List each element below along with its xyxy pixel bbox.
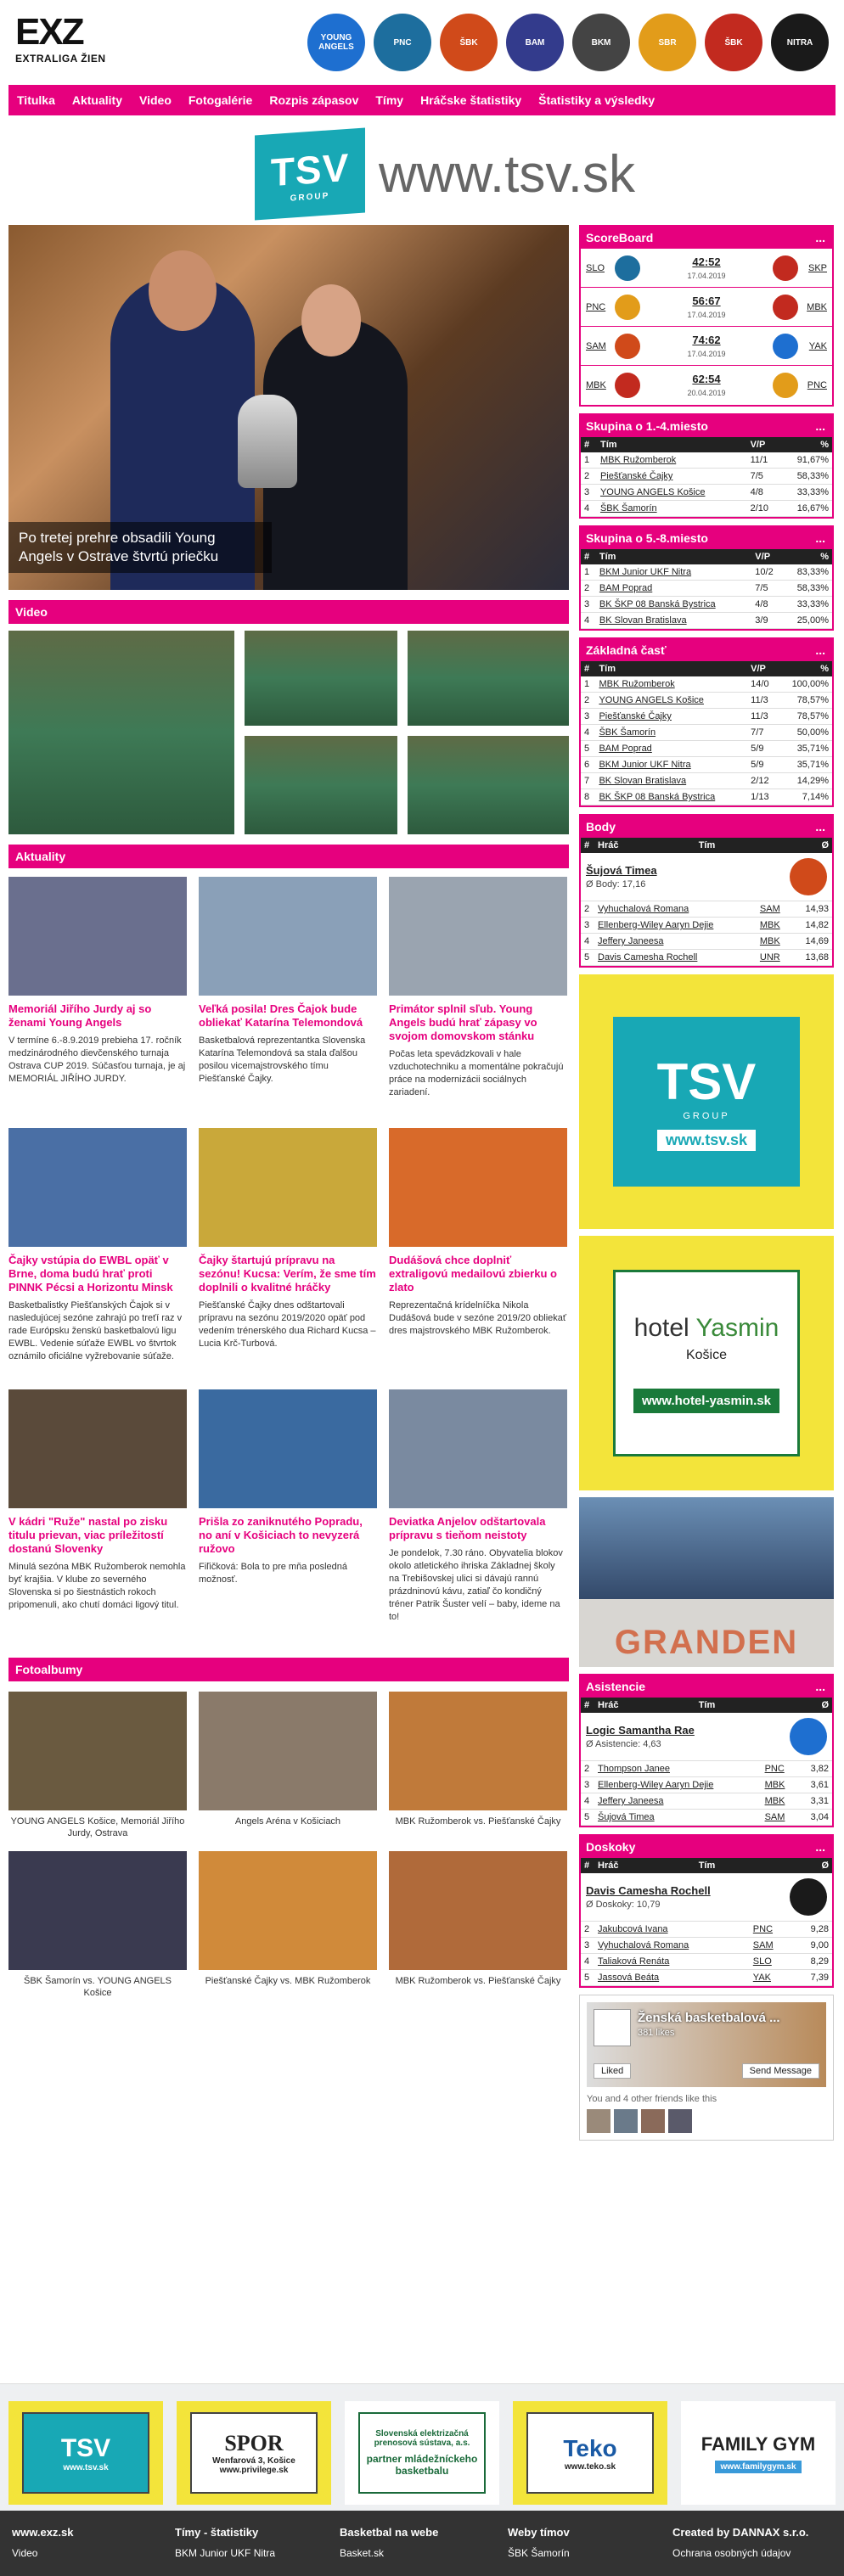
nav-timy[interactable]: Tímy	[375, 93, 404, 107]
team-logo	[790, 1718, 827, 1755]
table-row: 2 Jakubcová Ivana PNC 9,28	[581, 1922, 832, 1938]
site-logo[interactable]	[15, 11, 126, 65]
facebook-page-avatar[interactable]	[594, 2009, 631, 2046]
news-title[interactable]: Primátor splnil sľub. Young Angels budú hrať zápasy vo svojom domovskom stánku	[389, 1002, 537, 1042]
sidebar	[579, 225, 834, 2141]
table-row: 3 Piešťanské Čajky 11/3 78,57%	[581, 709, 832, 725]
footer-partners	[0, 2383, 844, 2511]
table-row: 2 Thompson Janee PNC 3,82	[581, 1761, 832, 1777]
facebook-liked-button[interactable]: Liked	[594, 2063, 631, 2079]
facebook-cover[interactable]: Ženská basketbalová ... 381 likes Liked Send Message	[587, 2002, 826, 2087]
rebounds-leaders: Doskoky ... # Hráč Tím Ø Davis Camesha Rochell Ø Doskoky: 10,79 2 Jakubcová Ivana PNC 9,28 3 Vyhuchalová Romana SAM 9,00 4 Taliaková Renáta SLO 8,29 5 Jassová Beáta YAK 7,39	[579, 1834, 834, 1988]
nav-hracske-statistiky[interactable]: Hráčske štatistiky	[420, 93, 522, 107]
news-item[interactable]	[8, 877, 187, 1086]
table-row: 8 BK ŠKP 08 Banská Bystrica 1/13 7,14%	[581, 789, 832, 805]
logo-mark: EXZ	[15, 11, 83, 53]
facebook-send-message-button[interactable]: Send Message	[742, 2063, 819, 2079]
album-caption[interactable]: YOUNG ANGELS Košice, Memoriál Jiřího Jurdy, Ostrava	[10, 1816, 185, 1838]
facebook-widget: Ženská basketbalová ... 381 likes Liked Send Message You and 4 other friends like this	[579, 1995, 834, 2141]
leaders-table	[581, 1922, 832, 1986]
game-row[interactable]: SLO 42:52 17.04.2019 SKP	[581, 249, 832, 288]
team-logo	[790, 1878, 827, 1916]
scoreboard	[579, 225, 834, 407]
nav-fotogalerie[interactable]: Fotogalérie	[188, 93, 253, 107]
news-text: Fiľičková: Bola to pre mňa posledná možnosť.	[199, 1562, 348, 1585]
video-gallery	[8, 631, 569, 845]
team-logo	[790, 858, 827, 895]
album-item[interactable]	[199, 1851, 377, 1987]
table-row: 3 Ellenberg-Wiley Aaryn Dejie MBK 3,61	[581, 1777, 832, 1793]
table-row: 4 ŠBK Šamorín 2/10 16,67%	[581, 501, 832, 517]
footer-link[interactable]: Ochrana osobných údajov	[672, 2547, 791, 2559]
partner-family-gym[interactable]: FAMILY GYM www.familygym.sk	[681, 2401, 836, 2505]
news-item[interactable]	[8, 1128, 187, 1363]
team-logo-bkm[interactable]: BKM	[572, 14, 630, 71]
album-item[interactable]	[199, 1692, 377, 1827]
table-row: 7 BK Slovan Bratislava 2/12 14,29%	[581, 773, 832, 789]
avatar[interactable]	[668, 2109, 692, 2133]
table-row: 3 Ellenberg-Wiley Aaryn Dejie MBK 14,82	[581, 918, 832, 934]
news-title[interactable]: Prišla zo zaniknutého Popradu, no aní v Košiciach to nevyzerá ružovo	[199, 1515, 363, 1555]
nav-aktuality[interactable]: Aktuality	[71, 93, 122, 107]
news-title[interactable]: Veľká posila! Dres Čajok bude obliekať Katarína Telemondová	[199, 1002, 363, 1029]
album-image[interactable]	[199, 1851, 377, 1970]
news-text: Minulá sezóna MBK Ružomberok nemohla byť krajšia. V klube zo severného Slovenska si po šiestnástich rokoch pripomenuli, ako chutí domáci ligový titul.	[8, 1562, 186, 1610]
banner-url: www.tsv.sk	[379, 144, 635, 204]
standings-1-4: Skupina o 1.-4.miesto ... # Tím V/P % 1 MBK Ružomberok 11/1 91,67% 2 Piešťanské Čajky 7/5 58,33% 3 YOUNG ANGELS Košice 4/8 33,33% 4 ŠBK Šamorín 2/10 16,67%	[579, 413, 834, 519]
video-thumb[interactable]	[408, 631, 569, 726]
table-row: 5 Davis Camesha Rochell UNR 13,68	[581, 950, 832, 966]
news-title[interactable]: Čajky vstúpia do EWBL opäť v Brne, doma budú hrať proti PINNK Pécsi a Horizontu Minsk	[8, 1254, 173, 1294]
hero-person-right-head	[301, 284, 361, 356]
news-item[interactable]	[389, 1389, 567, 1624]
partner-spor[interactable]: SPOR Wenfarová 3, Košice www.privilege.sk	[177, 2401, 331, 2505]
team-logo-sbk[interactable]: ŠBK	[440, 14, 498, 71]
facebook-friend-avatars	[587, 2109, 826, 2133]
table-row: 2 Vyhuchalová Romana SAM 14,93	[581, 901, 832, 918]
partner-tsv[interactable]: TSV www.tsv.sk	[8, 2401, 163, 2505]
standings-more[interactable]: ...	[815, 643, 825, 657]
partner-teko[interactable]: Teko www.teko.sk	[513, 2401, 667, 2505]
news-image[interactable]	[389, 877, 567, 996]
logo-text: EXTRALIGA ŽIEN	[15, 53, 106, 65]
leaders-more[interactable]: ...	[815, 1680, 825, 1693]
news-title[interactable]: Dudášová chce doplniť extraligovú medailovú zbierku o zlato	[389, 1254, 557, 1294]
video-thumb[interactable]	[245, 736, 397, 834]
standings-regular-season: Základná časť ... # Tím V/P % 1 MBK Ružomberok 14/0 100,00% 2 YOUNG ANGELS Košice 11/3 78,57% 3 Piešťanské Čajky 11/3 78,57% 4 ŠBK Šamorín 7/7 50,00% 5 BAM Poprad 5/9 35,71% 6 BKM Junior UKF Nitra 5/9 35,71% 7 BK Slovan Bratislava 2/12 14,29% 8 BK ŠKP 08 Banská Bystrica 1/13 7,14%	[579, 637, 834, 807]
table-row: 1 MBK Ružomberok 14/0 100,00%	[581, 676, 832, 693]
album-caption[interactable]: ŠBK Šamorín vs. YOUNG ANGELS Košice	[23, 1976, 172, 1998]
partner-seps[interactable]: Slovenská elektrizačná prenosová sústava, a.s. partner mládežníckeho basketbalu	[345, 2401, 499, 2505]
table-row: 6 BKM Junior UKF Nitra 5/9 35,71%	[581, 757, 832, 773]
scoreboard-header: ScoreBoard ...	[581, 227, 832, 249]
news-title[interactable]: Čajky štartujú prípravu na sezónu! Kucsa: Verím, že sme tím doplnili o kvalitné hráčky	[199, 1254, 376, 1294]
table-row: 3 BK ŠKP 08 Banská Bystrica 4/8 33,33%	[581, 597, 832, 613]
news-item[interactable]	[389, 877, 567, 1099]
ad-hotel-yasmin[interactable]: hotel Yasmin Košice www.hotel-yasmin.sk	[579, 1236, 834, 1490]
leaders-table	[581, 901, 832, 966]
nav-video[interactable]: Video	[139, 93, 172, 107]
team-logo-nitra[interactable]: NITRA	[771, 14, 829, 71]
hero-caption[interactable]: Po tretej prehre obsadili Young Angels v Ostrave štvrtú priečku	[8, 522, 272, 573]
nav-titulka[interactable]: Titulka	[17, 93, 55, 107]
album-item[interactable]	[8, 1692, 187, 1839]
game-row[interactable]: MBK 62:54 20.04.2019 PNC	[586, 373, 827, 397]
leaders-table	[581, 1761, 832, 1826]
tsv-logo: TSV GROUP	[255, 127, 365, 220]
site-header	[0, 0, 844, 85]
news-text: Je pondelok, 7.30 ráno. Obyvatelia blokov okolo atletického ihriska Základnej školy na Trebišovskej ulici si dávajú rannú prázdninovú kávu, zatiaľ čo kondičný tréner Patrik Šuster velí – baby, ideme na to!	[389, 1548, 563, 1622]
footer-link[interactable]: ŠBK Šamorín	[508, 2547, 570, 2559]
nav-rozpis-zapasov[interactable]: Rozpis zápasov	[269, 93, 359, 107]
aktuality-heading: Aktuality	[8, 845, 569, 868]
leaders-more[interactable]: ...	[815, 1840, 825, 1854]
video-thumb[interactable]	[245, 631, 397, 726]
table-row: 5 Jassová Beáta YAK 7,39	[581, 1970, 832, 1986]
album-caption[interactable]: MBK Ružomberok vs. Piešťanské Čajky	[395, 1816, 561, 1827]
table-row: 3 Vyhuchalová Romana SAM 9,00	[581, 1938, 832, 1954]
footer-link[interactable]: Basket.sk	[340, 2547, 385, 2559]
team-logo	[773, 295, 798, 320]
ad-tsv[interactable]: TSV GROUP www.tsv.sk	[579, 974, 834, 1229]
leaders-more[interactable]: ...	[815, 820, 825, 833]
table-row: 5 Šujová Timea SAM 3,04	[581, 1810, 832, 1826]
news-image[interactable]	[8, 1389, 187, 1508]
news-grid	[8, 877, 569, 1658]
album-item[interactable]	[8, 1851, 187, 1999]
avatar[interactable]	[614, 2109, 638, 2133]
news-image[interactable]	[199, 877, 377, 996]
news-text: Reprezentačná krídelníčka Nikola Dudášová bude v sezóne 2019/20 obliekať dres majstrovského MBK Ružomberok.	[389, 1300, 566, 1336]
trophy	[238, 395, 297, 488]
team-logo	[615, 334, 640, 359]
album-image[interactable]	[389, 1692, 567, 1810]
video-main[interactable]	[8, 631, 234, 834]
table-row: 5 BAM Poprad 5/9 35,71%	[581, 741, 832, 757]
avatar[interactable]	[641, 2109, 665, 2133]
album-caption[interactable]: Angels Aréna v Košiciach	[234, 1816, 341, 1827]
hero-slider[interactable]	[8, 225, 569, 590]
news-item[interactable]	[8, 1389, 187, 1612]
nav-statistiky-vysledky[interactable]: Štatistiky a výsledky	[538, 93, 656, 107]
news-image[interactable]	[389, 1128, 567, 1247]
avatar[interactable]	[587, 2109, 610, 2133]
news-title[interactable]: Memoriál Jiřího Jurdy aj so ženami Young Angels	[8, 1002, 152, 1029]
standings-more[interactable]: ...	[815, 419, 825, 433]
team-logo-bam[interactable]: BAM	[506, 14, 564, 71]
table-row: 2 BAM Poprad 7/5 58,33%	[581, 581, 832, 597]
standings-table: # Tím V/P % 1 BKM Junior UKF Nitra 10/2 83,33% 2 BAM Poprad 7/5 58,33% 3 BK ŠKP 08 Banská Bystrica 4/8 33,33% 4 BK Slovan Bratislava 3/9 25,00%	[581, 549, 832, 629]
points-leaders: Body ... # Hráč Tím Ø Šujová Timea Ø Body: 17,16 2 Vyhuchalová Romana SAM 14,93 3 Ellenberg-Wiley Aaryn Dejie MBK 14,82 4 Jeffery Janeesa MBK 14,69 5 Davis Camesha Rochell UNR 13,68	[579, 814, 834, 968]
news-title[interactable]: Deviatka Anjelov odštartovala prípravu s tieňom neistoty	[389, 1515, 546, 1541]
album-item[interactable]	[389, 1692, 567, 1827]
news-text: Basketbalová reprezentantka Slovenska Katarína Telemondová sa stala ďalšou posilou vicemajstrovského tímu Piešťanské Čajky.	[199, 1035, 366, 1084]
table-row: 4 Jeffery Janeesa MBK 14,69	[581, 934, 832, 950]
team-logo	[773, 373, 798, 398]
news-image[interactable]	[199, 1128, 377, 1247]
team-logo-young-angels[interactable]: YOUNG ANGELS	[307, 14, 365, 71]
table-row: 1 BKM Junior UKF Nitra 10/2 83,33%	[581, 564, 832, 581]
news-title[interactable]: V kádri "Ruže" nastal po zisku titulu prievan, viac príležitostí dostanú Slovenky	[8, 1515, 168, 1555]
game-row[interactable]: SAM 74:62 17.04.2019 YAK	[581, 327, 832, 366]
photo-albums	[8, 1692, 569, 2048]
assists-leaders: Asistencie ... # Hráč Tím Ø Logic Samantha Rae Ø Asistencie: 4,63 2 Thompson Janee PNC 3,82 3 Ellenberg-Wiley Aaryn Dejie MBK 3,61 4 Jeffery Janeesa MBK 3,31 5 Šujová Timea SAM 3,04	[579, 1674, 834, 1827]
team-logo	[615, 373, 640, 398]
team-logo-pnc[interactable]: PNC	[374, 14, 431, 71]
main-nav	[8, 85, 836, 115]
standings-table: # Tím V/P % 1 MBK Ružomberok 11/1 91,67% 2 Piešťanské Čajky 7/5 58,33% 3 YOUNG ANGELS Košice 4/8 33,33% 4 ŠBK Šamorín 2/10 16,67%	[581, 437, 832, 517]
team-logo	[615, 255, 640, 281]
standings-more[interactable]: ...	[815, 531, 825, 545]
team-logo	[773, 255, 798, 281]
table-row: 4 ŠBK Šamorín 7/7 50,00%	[581, 725, 832, 741]
table-row: 2 Piešťanské Čajky 7/5 58,33%	[581, 469, 832, 485]
standings-5-8: Skupina o 5.-8.miesto ... # Tím V/P % 1 BKM Junior UKF Nitra 10/2 83,33% 2 BAM Poprad 7/5 58,33% 3 BK ŠKP 08 Banská Bystrica 4/8 33,33% 4 BK Slovan Bratislava 3/9 25,00%	[579, 525, 834, 631]
news-image[interactable]	[199, 1389, 377, 1508]
table-row: 4 Taliaková Renáta SLO 8,29	[581, 1954, 832, 1970]
leader-card[interactable]: Logic Samantha Rae Ø Asistencie: 4,63	[581, 1713, 832, 1761]
video-thumb[interactable]	[408, 736, 569, 834]
news-item[interactable]	[199, 877, 377, 1086]
news-image[interactable]	[8, 877, 187, 996]
table-row: 2 YOUNG ANGELS Košice 11/3 78,57%	[581, 693, 832, 709]
leader-card[interactable]: Šujová Timea Ø Body: 17,16	[581, 853, 832, 901]
table-row: 1 MBK Ružomberok 11/1 91,67%	[581, 452, 832, 469]
news-text: V termíne 6.-8.9.2019 prebieha 17. ročník medzinárodného dievčenského turnaja Ostrava CUP 2019. Súčasťou turnaja, je aj MEMORIÁL JIŘÍHO JURDY.	[8, 1035, 186, 1084]
news-text: Basketbalistky Piešťanských Čajok si v nasledujúcej sezóne zahrajú po treťí raz v rade Európsku ženskú basketbalovú ligu EWBL. Vedenie súťaže EWBL vo štvrtok oznámilo oficiálne vyžrebovanie súťaže.	[8, 1300, 183, 1361]
leader-card[interactable]: Davis Camesha Rochell Ø Doskoky: 10,79	[581, 1873, 832, 1922]
scoreboard-more[interactable]: ...	[815, 231, 825, 244]
album-image[interactable]	[8, 1851, 187, 1970]
news-item[interactable]	[199, 1389, 377, 1586]
game-row[interactable]: PNC 56:67 17.04.2019 MBK	[581, 288, 832, 327]
news-item[interactable]	[389, 1128, 567, 1338]
album-image[interactable]	[389, 1851, 567, 1970]
footer-link[interactable]: Video	[12, 2547, 38, 2559]
news-item[interactable]	[199, 1128, 377, 1350]
tsv-banner[interactable]	[255, 127, 662, 221]
main-column	[8, 225, 569, 2048]
team-logo-skp[interactable]: ŠBK	[705, 14, 762, 71]
video-heading: Video	[8, 600, 569, 624]
team-logo	[615, 295, 640, 320]
table-row: 4 Jeffery Janeesa MBK 3,31	[581, 1793, 832, 1810]
ad-granden-team-photo[interactable]: GRANDEN	[579, 1497, 834, 1667]
album-caption[interactable]: MBK Ružomberok vs. Piešťanské Čajky	[395, 1976, 561, 1986]
table-row: 4 BK Slovan Bratislava 3/9 25,00%	[581, 613, 832, 629]
album-image[interactable]	[199, 1692, 377, 1810]
team-logo-sbr[interactable]: SBR	[639, 14, 696, 71]
album-item[interactable]	[389, 1851, 567, 1987]
news-image[interactable]	[8, 1128, 187, 1247]
footer-link[interactable]: BKM Junior UKF Nitra	[175, 2547, 276, 2559]
facebook-page-name[interactable]: Ženská basketbalová ...	[638, 2011, 780, 2025]
news-image[interactable]	[389, 1389, 567, 1508]
hero-person-left-head	[149, 250, 217, 331]
team-logo	[773, 334, 798, 359]
standings-table: # Tím V/P % 1 MBK Ružomberok 14/0 100,00% 2 YOUNG ANGELS Košice 11/3 78,57% 3 Piešťanské Čajky 11/3 78,57% 4 ŠBK Šamorín 7/7 50,00% 5 BAM Poprad 5/9 35,71% 6 BKM Junior UKF Nitra 5/9 35,71% 7 BK Slovan Bratislava 2/12 14,29% 8 BK ŠKP 08 Banská Bystrica 1/13 7,14%	[581, 661, 832, 805]
site-footer: www.exz.sk Video Tímy - štatistiky BKM Junior UKF Nitra Basketbal na webe Basket.sk Weby tímov ŠBK Šamorín Created by DANNAX s.r.o. Ochrana osobných údajov	[0, 2511, 844, 2576]
news-text: Počas leta spevádzkovali v hale vzduchotechniku a momentálne pokračujú práce na modernizácii sociálnych zariadení.	[389, 1049, 564, 1097]
news-text: Piešťanské Čajky dnes odštartovali prípravu na sezónu 2019/2020 opäť pod vedením trénerského dua Richard Kucsa – Lucia Krč-Turbová.	[199, 1300, 376, 1349]
table-row: 3 YOUNG ANGELS Košice 4/8 33,33%	[581, 485, 832, 501]
album-caption[interactable]: Piešťanské Čajky vs. MBK Ružomberok	[205, 1976, 371, 1986]
fotoalbumy-heading: Fotoalbumy	[8, 1658, 569, 1681]
album-image[interactable]	[8, 1692, 187, 1810]
